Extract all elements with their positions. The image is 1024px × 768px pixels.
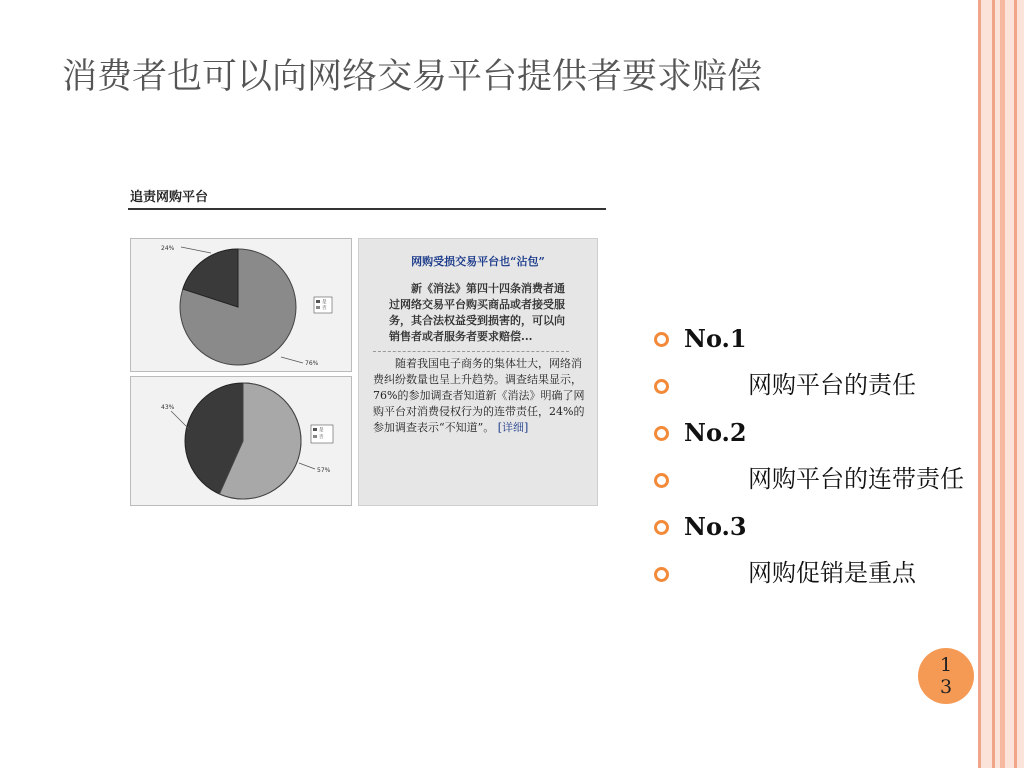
pie-chart-2 [130,376,352,506]
news-paragraph-1: 新《消法》第四十四条消费者通过网络交易平台购买商品或者接受服务，其合法权益受到损害的，可以向销售者或者服务者要求赔偿... [389,282,565,343]
stripe-line [992,0,995,768]
pie2-label-right: 57% [317,467,331,474]
news-more-link[interactable]: [详细] [497,421,529,434]
bullet-item: 网购促销是重点 [654,555,974,592]
news-divider [373,351,569,352]
page-number-badge: 1 3 [918,648,974,704]
bullet-item: 网购平台的责任 [654,367,974,404]
bullet-circle-icon [654,520,669,535]
bullet-list [654,320,974,602]
bullet-circle-icon [654,473,669,488]
bullet-item: 网购平台的连带责任 [654,461,974,498]
bullet-circle-icon [654,426,669,441]
news-paragraph-2: 随着我国电子商务的集体壮大，网络消费纠纷数量也呈上升趋势。调查结果显示，76%的参加调查者知道新《消法》明确了网购平台对消费侵权行为的连带责任，24%的参加调查表示“不知道”。 [详细] [373,357,585,434]
news-figure [128,186,608,506]
pie1-label-small: 24% [161,245,175,252]
news-headline: 网购受损交易平台也“沾包” [411,255,545,268]
bullet-item: No.3 [654,508,974,545]
decorative-stripes [978,0,1024,768]
svg-text:是: 是 [322,300,327,305]
figure-rule [128,208,606,210]
slide-title: 消费者也可以向网络交易平台提供者要求赔偿 [62,57,763,97]
news-box [358,238,598,506]
figure-heading: 追责网购平台 [130,190,209,205]
svg-text:是: 是 [319,428,324,433]
bullet-circle-icon [654,379,669,394]
bullet-item: No.2 [654,414,974,451]
pie2-label-left: 43% [161,404,175,411]
bullet-item: No.1 [654,320,974,357]
pie1-label-large: 76% [305,360,319,367]
svg-text:否: 否 [319,435,324,440]
bullet-circle-icon [654,332,669,347]
bullet-circle-icon [654,567,669,582]
stripe-line [1000,0,1005,768]
pie-chart-1 [130,238,352,372]
svg-text:否: 否 [322,306,327,311]
stripe-line [978,0,981,768]
stripe-line [1014,0,1017,768]
